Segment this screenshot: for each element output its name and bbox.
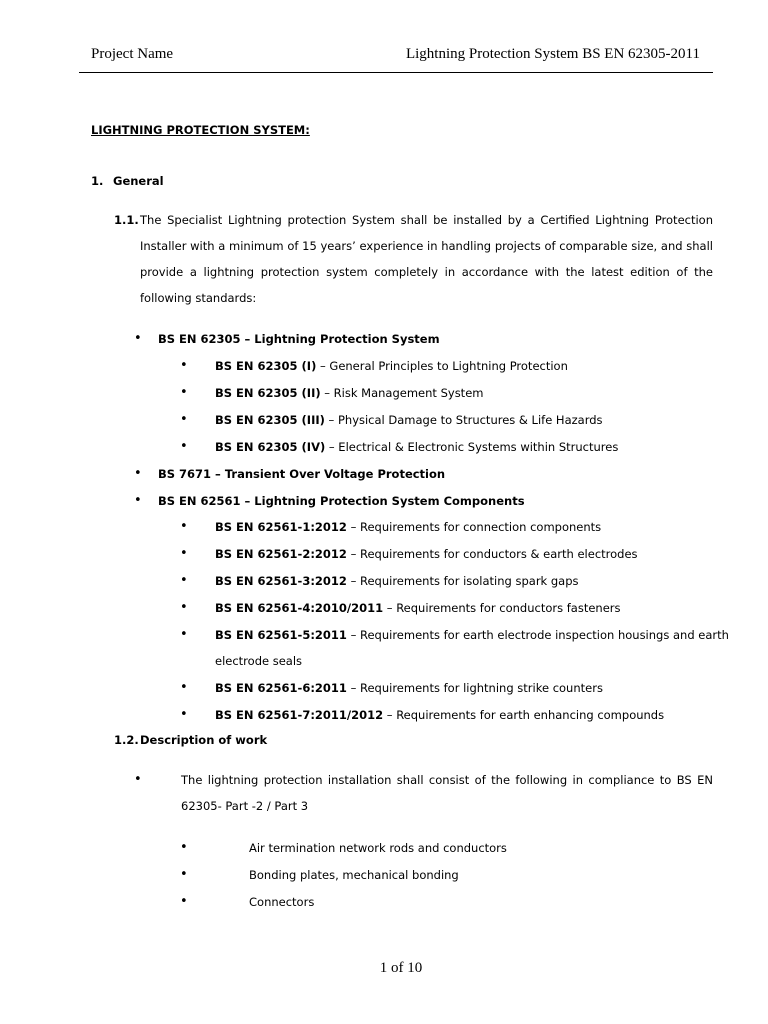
list-item: BS EN 62561-4:2010/2011 – Requirements for conductors fasteners — [215, 601, 621, 615]
bullet: • — [180, 894, 188, 909]
paragraph-line: following standards: — [140, 291, 257, 305]
list-item: BS EN 62561 – Lightning Protection System Components — [158, 494, 525, 508]
header-document-title: Lightning Protection System BS EN 62305-2011 — [405, 46, 700, 62]
subsection-title: Description of work — [140, 733, 268, 747]
list-item: BS EN 62305 (I) – General Principles to Lightning Protection — [215, 359, 568, 373]
list-item: BS EN 62305 (III) – Physical Damage to Structures & Life Hazards — [215, 413, 603, 427]
bullet: • — [180, 546, 188, 561]
list-item: BS EN 62305 – Lightning Protection System — [158, 332, 440, 346]
list-item: Bonding plates, mechanical bonding — [249, 868, 459, 882]
bullet: • — [134, 331, 142, 346]
bullet: • — [180, 840, 188, 855]
bullet: • — [180, 519, 188, 534]
bullet: • — [180, 600, 188, 615]
subsection-number: 1.2. — [114, 733, 139, 747]
bullet: • — [180, 439, 188, 454]
bullet: • — [180, 573, 188, 588]
bullet: • — [134, 772, 142, 787]
list-item: Air termination network rods and conductors — [249, 841, 507, 855]
page-number: 1 of 10 — [379, 960, 423, 976]
document-title: LIGHTNING PROTECTION SYSTEM: — [91, 123, 310, 137]
bullet: • — [180, 867, 188, 882]
list-item: BS 7671 – Transient Over Voltage Protection — [158, 467, 446, 481]
list-item: BS EN 62561-7:2011/2012 – Requirements for earth enhancing compounds — [215, 708, 665, 722]
bullet: • — [180, 627, 188, 642]
list-item: Connectors — [249, 895, 315, 909]
header-project-name: Project Name — [91, 46, 174, 62]
section-number: 1. — [91, 174, 104, 188]
bullet: • — [180, 707, 188, 722]
paragraph-line: The Specialist Lightning protection System shall be installed by a Certified Lightning Protection — [140, 213, 713, 227]
paragraph-line: 62305- Part -2 / Part 3 — [181, 799, 309, 813]
list-item: BS EN 62305 (IV) – Electrical & Electronic Systems within Structures — [215, 440, 619, 454]
bullet: • — [180, 680, 188, 695]
bullet: • — [180, 358, 188, 373]
list-item: BS EN 62561-1:2012 – Requirements for connection components — [215, 520, 602, 534]
paragraph-line: Installer with a minimum of 15 years’ experience in handling projects of comparable size, and shall — [140, 239, 713, 253]
list-item: BS EN 62305 (II) – Risk Management System — [215, 386, 484, 400]
list-item: BS EN 62561-6:2011 – Requirements for lightning strike counters — [215, 681, 603, 695]
paragraph-line: provide a lightning protection system completely in accordance with the latest edition of the — [140, 265, 713, 279]
list-item: BS EN 62561-2:2012 – Requirements for conductors & earth electrodes — [215, 547, 638, 561]
bullet: • — [180, 412, 188, 427]
list-item-continuation: electrode seals — [215, 654, 303, 668]
section-title: General — [113, 174, 164, 188]
list-item: BS EN 62561-5:2011 – Requirements for earth electrode inspection housings and earth — [215, 628, 729, 642]
subsection-number: 1.1. — [114, 213, 139, 227]
bullet: • — [134, 466, 142, 481]
bullet: • — [180, 385, 188, 400]
list-item: BS EN 62561-3:2012 – Requirements for isolating spark gaps — [215, 574, 579, 588]
bullet: • — [134, 493, 142, 508]
paragraph-line: The lightning protection installation shall consist of the following in compliance to BS EN — [181, 773, 713, 787]
header-divider — [79, 72, 713, 73]
